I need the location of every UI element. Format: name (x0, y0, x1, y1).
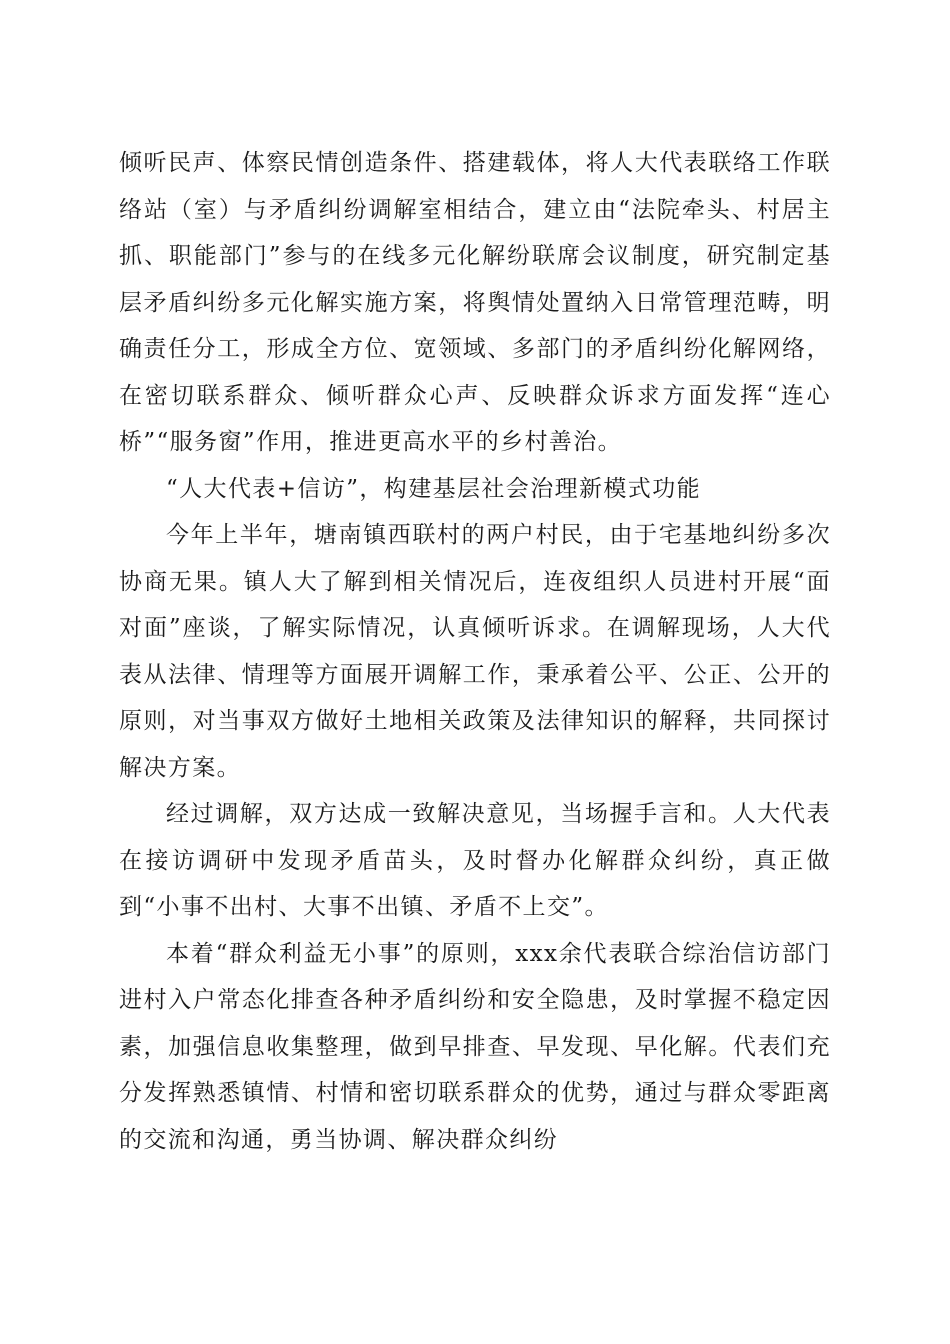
section-heading: “人大代表+信访”，构建基层社会治理新模式功能 (166, 475, 701, 502)
document-body (119, 140, 831, 1163)
paragraph-principle: 本着“群众利益无小事”的原则，xxx余代表联合综治信访部门进村入户常态化排查各种矛盾纠纷和安全隐患，及时掌握不稳定因素，加强信息收集整理，做到早排查、早发现、早化解。代表们充分发挥熟悉镇情、村情和密切联系群众的优势，通过与群众零距离的交流和沟通，勇当协调、解决群众纠纷 (119, 940, 831, 1153)
paragraph-mediation-result: 经过调解，双方达成一致解决意见，当场握手言和。人大代表在接访调研中发现矛盾苗头，及时督办化解群众纠纷，真正做到“小事不出村、大事不出镇、矛盾不上交”。 (119, 801, 831, 920)
paragraph-mediation-case: 今年上半年，塘南镇西联村的两户村民，由于宅基地纠纷多次协商无果。镇人大了解到相关情况后，连夜组织人员进村开展“面对面”座谈，了解实际情况，认真倾听诉求。在调解现场，人大代表从法律、情理等方面展开调解工作，秉承着公平、公正、公开的原则，对当事双方做好土地相关政策及法律知识的解释，共同探讨解决方案。 (119, 522, 831, 781)
paragraph-opening: 倾听民声、体察民情创造条件、搭建载体，将人大代表联络工作联络站（室）与矛盾纠纷调解室相结合，建立由“法院牵头、村居主抓、职能部门”参与的在线多元化解纷联席会议制度，研究制定基层矛盾纠纷多元化解实施方案，将舆情处置纳入日常管理范畴，明确责任分工，形成全方位、宽领域、多部门的矛盾纠纷化解网络，在密切联系群众、倾听群众心声、反映群众诉求方面发挥“连心桥”“服务窗”作用，推进更高水平的乡村善治。 (119, 150, 831, 455)
